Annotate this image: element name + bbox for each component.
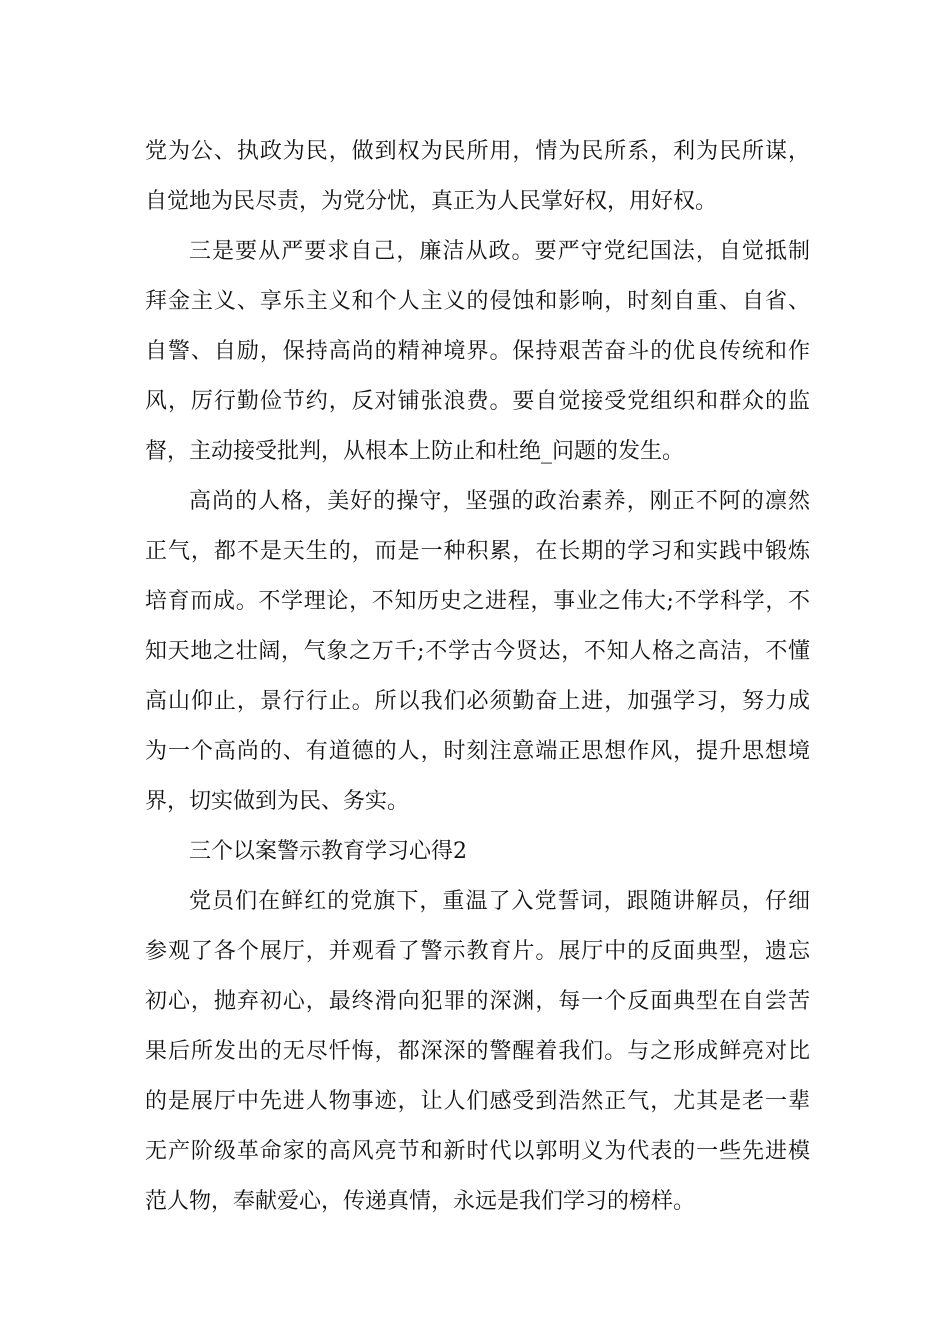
text-line: 培育而成。不学理论，不知历史之进程，事业之伟大;不学科学，不 (145, 589, 810, 614)
text-line: 督，主动接受批判，从根本上防止和杜绝_问题的发生。 (145, 439, 685, 464)
paragraph-noble-character (145, 477, 810, 827)
heading-text: 三个以案警示教育学习心得2 (189, 839, 467, 864)
text-line: 高尚的人格，美好的操守，坚强的政治素养，刚正不阿的凛然 (189, 489, 810, 514)
text-line: 拜金主义、享乐主义和个人主义的侵蚀和影响，时刻自重、自省、 (145, 289, 810, 314)
text-line: 三是要从严要求自己，廉洁从政。要严守党纪国法，自觉抵制 (189, 239, 810, 264)
text-line: 党为公、执政为民，做到权为民所用，情为民所系，利为民所谋， (145, 139, 810, 164)
text-line: 知天地之壮阔，气象之万千;不学古今贤达，不知人格之高洁，不懂 (145, 639, 810, 664)
text-line: 界，切实做到为民、务实。 (145, 789, 410, 814)
paragraph-exhibition-visit (145, 877, 810, 1227)
text-line: 范人物，奉献爱心，传递真情，永远是我们学习的榜样。 (145, 1189, 696, 1214)
text-line: 正气，都不是天生的，而是一种积累，在长期的学习和实践中锻炼 (145, 539, 810, 564)
paragraph-continuation (145, 127, 810, 227)
text-line: 为一个高尚的、有道德的人，时刻注意端正思想作风，提升思想境 (145, 739, 810, 764)
document-body (145, 127, 810, 1227)
text-line: 无产阶级革命家的高风亮节和新时代以郭明义为代表的一些先进模 (145, 1139, 810, 1164)
text-line: 参观了各个展厅，并观看了警示教育片。展厅中的反面典型，遗忘 (145, 939, 810, 964)
text-line: 果后所发出的无尽忏悔，都深深的警醒着我们。与之形成鲜亮对比 (145, 1039, 810, 1064)
text-line: 高山仰止，景行行止。所以我们必须勤奋上进，加强学习，努力成 (145, 689, 810, 714)
section-heading (145, 827, 810, 877)
text-line: 的是展厅中先进人物事迹，让人们感受到浩然正气，尤其是老一辈 (145, 1089, 810, 1114)
text-line: 自觉地为民尽责，为党分忧，真正为人民掌好权，用好权。 (145, 189, 718, 214)
paragraph-strict-self-discipline (145, 227, 810, 477)
text-line: 风，厉行勤俭节约，反对铺张浪费。要自觉接受党组织和群众的监 (145, 389, 810, 414)
text-line: 自警、自励，保持高尚的精神境界。保持艰苦奋斗的优良传统和作 (145, 339, 810, 364)
text-line: 初心，抛弃初心，最终滑向犯罪的深渊，每一个反面典型在自尝苦 (145, 989, 810, 1014)
text-line: 党员们在鲜红的党旗下，重温了入党誓词，跟随讲解员，仔细 (189, 889, 810, 914)
